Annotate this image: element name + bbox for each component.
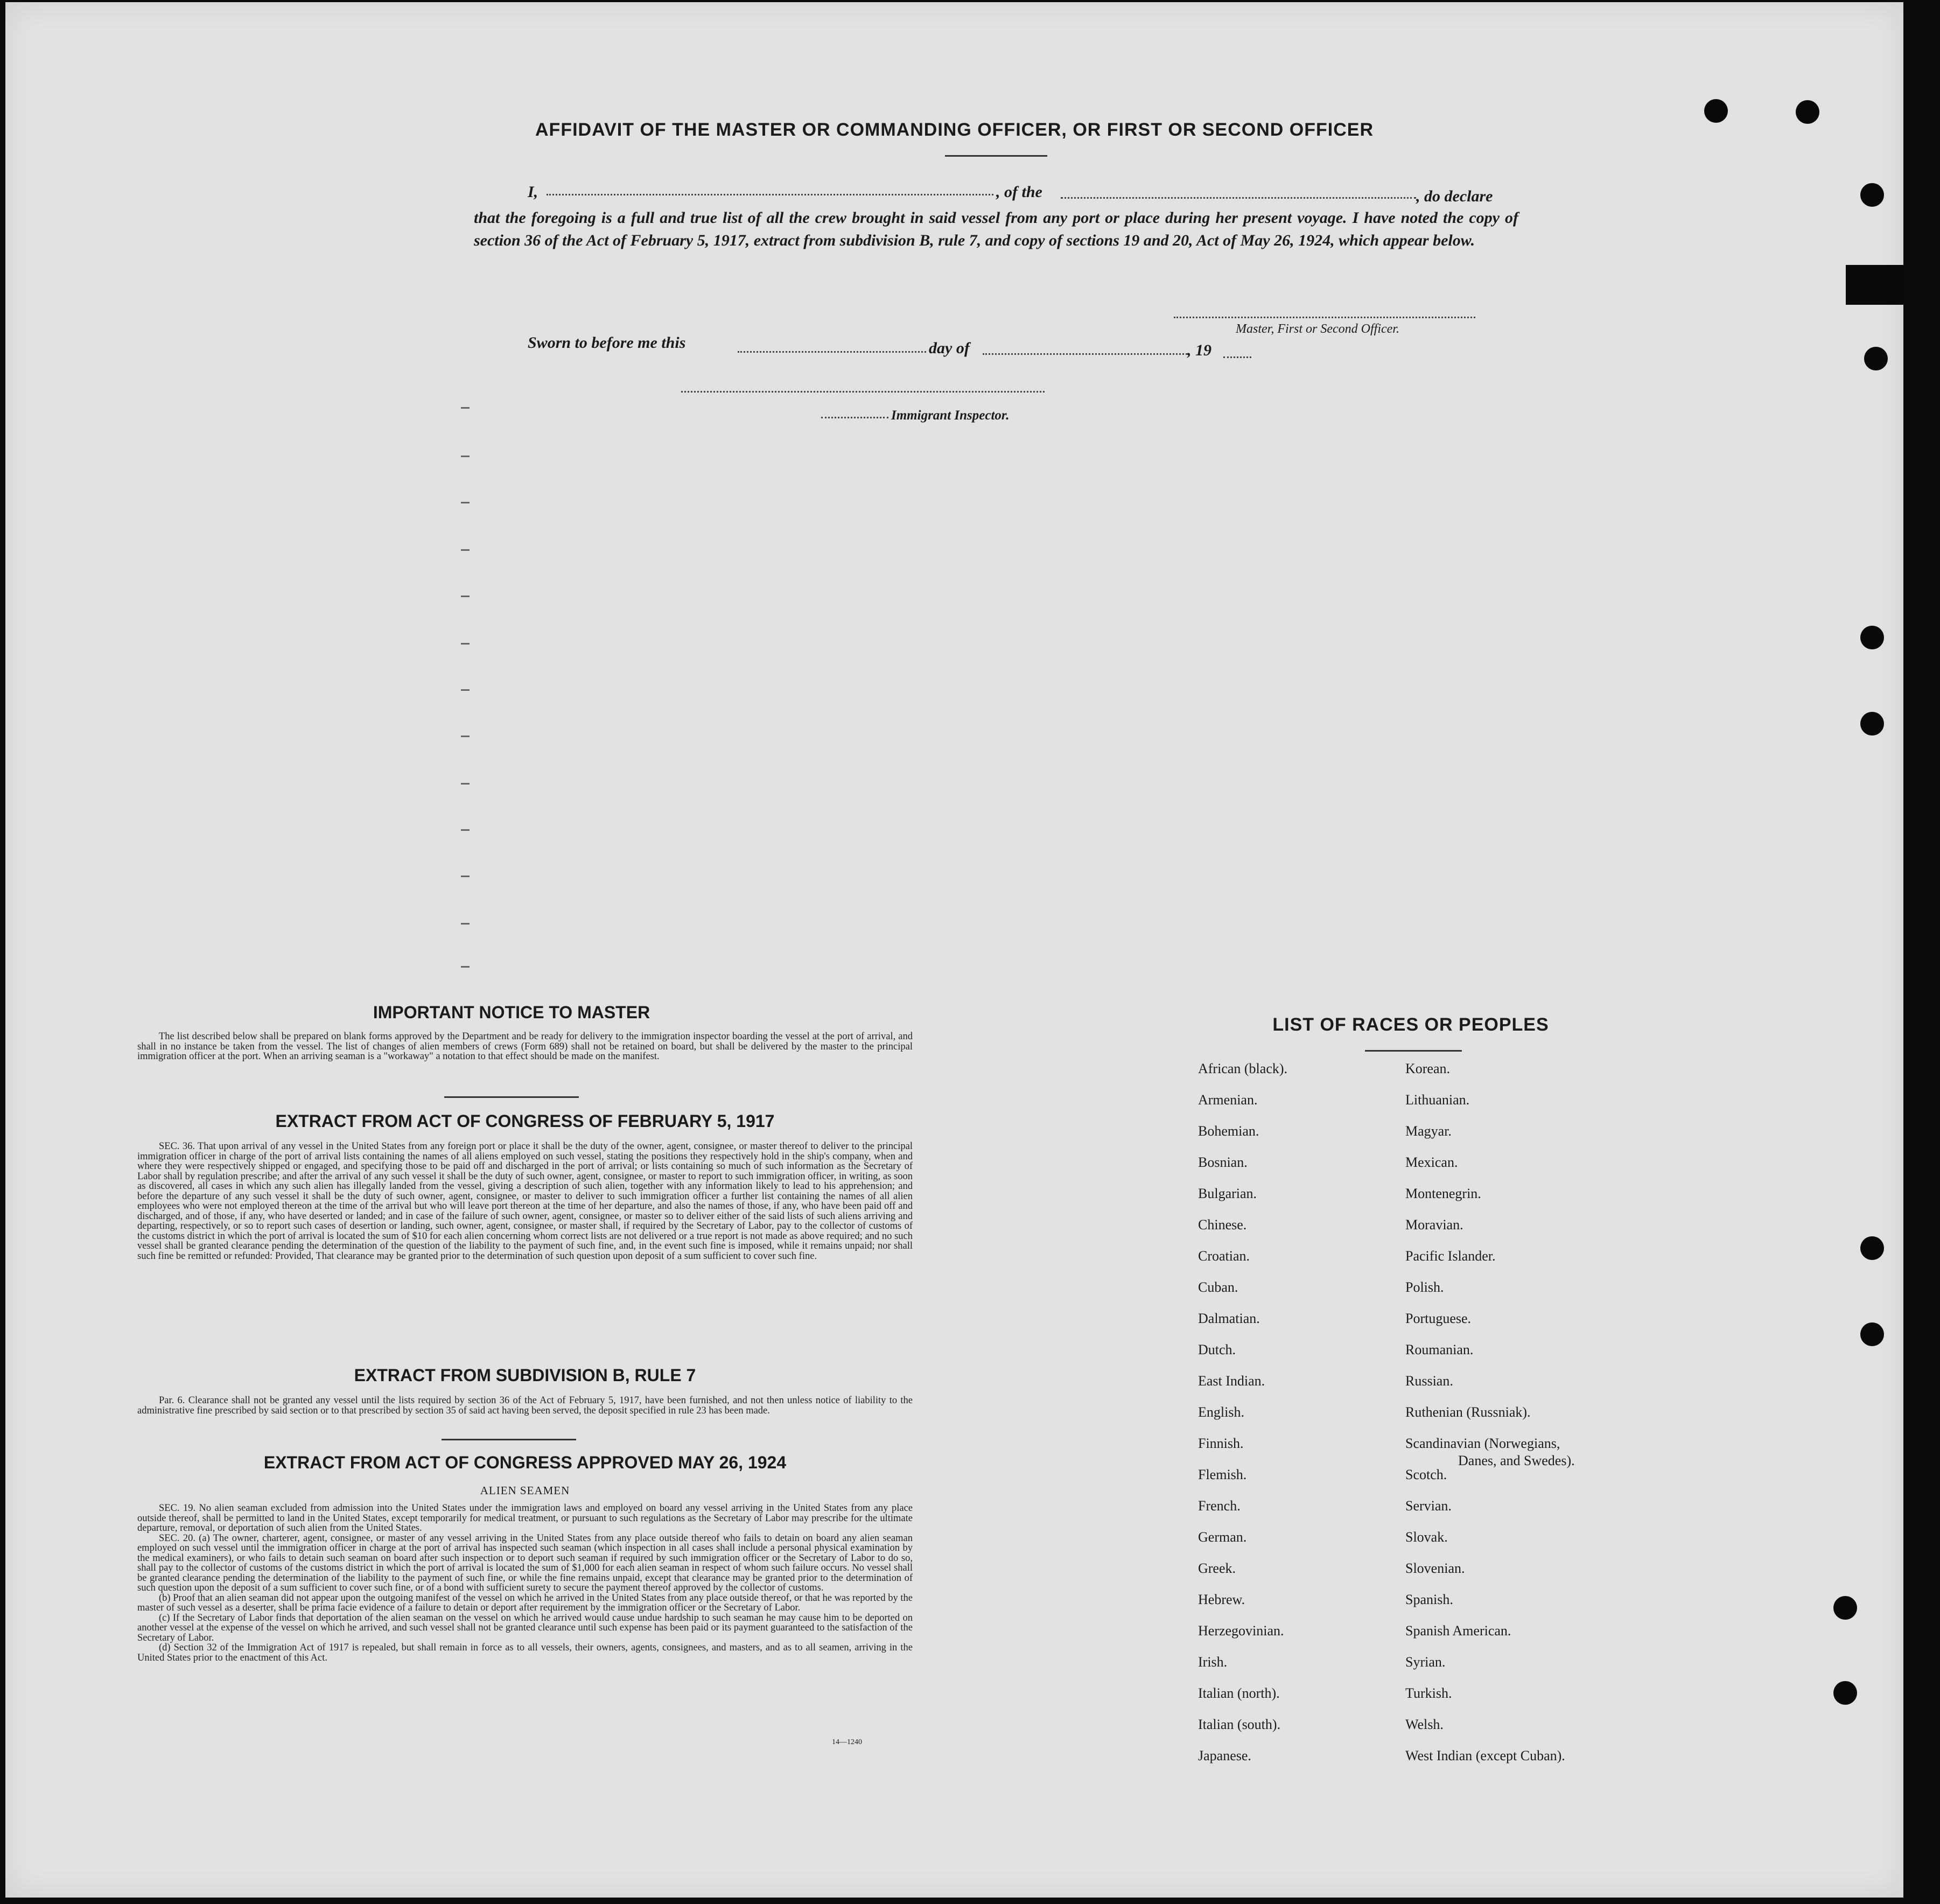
race-item: Irish. xyxy=(1198,1654,1228,1670)
race-item: German. xyxy=(1198,1529,1247,1545)
race-item: Magyar. xyxy=(1405,1123,1452,1139)
punch-hole xyxy=(1860,626,1884,649)
divider xyxy=(444,1096,579,1098)
race-item: Pacific Islander. xyxy=(1405,1248,1496,1264)
inspector-signature-field[interactable] xyxy=(681,391,1045,393)
race-item: Greek. xyxy=(1198,1560,1236,1576)
race-item: Chinese. xyxy=(1198,1217,1247,1233)
race-item: English. xyxy=(1198,1404,1244,1420)
race-item: Roumanian. xyxy=(1405,1342,1474,1357)
title-divider xyxy=(945,155,1047,157)
race-item: Croatian. xyxy=(1198,1248,1250,1264)
race-item: Flemish. xyxy=(1198,1467,1247,1482)
page-tab xyxy=(1846,265,1903,305)
form-page xyxy=(5,2,1903,1898)
sworn-year-field[interactable] xyxy=(1223,356,1251,358)
race-item: Korean. xyxy=(1405,1061,1451,1076)
race-item: Portuguese. xyxy=(1405,1311,1472,1326)
race-item: Mexican. xyxy=(1405,1154,1458,1170)
race-item: Herzegovinian. xyxy=(1198,1623,1284,1639)
race-item: Spanish American. xyxy=(1405,1623,1511,1639)
affidavit-statement: that the foregoing is a full and true list of all the crew brought in said vessel from any port or place during her present voyage. I have noted the copy of section 36 of the Act of February 5, 1917, extract from subdivision B, rule 7, and copy of sections 19 and 20, Act of May 26, 1924, which appear below. xyxy=(474,209,1518,249)
vessel-name-field[interactable] xyxy=(1061,197,1416,199)
race-item: Bosnian. xyxy=(1198,1154,1248,1170)
race-item: Polish. xyxy=(1405,1279,1444,1295)
race-item: Italian (north). xyxy=(1198,1685,1280,1701)
inspector-prefix-field[interactable] xyxy=(821,417,888,418)
punch-hole xyxy=(1860,1236,1884,1260)
divider xyxy=(1365,1050,1462,1052)
race-item: Japanese. xyxy=(1198,1748,1251,1763)
sworn-day-field[interactable] xyxy=(738,351,926,353)
of-the-label: , of the xyxy=(996,183,1042,201)
race-item: Lithuanian. xyxy=(1405,1092,1470,1108)
race-item: Cuban. xyxy=(1198,1279,1238,1295)
master-signature-label: Master, First or Second Officer. xyxy=(1236,322,1399,336)
punch-hole xyxy=(1860,712,1884,736)
punch-hole xyxy=(1864,347,1888,370)
extract-1924-text: SEC. 19. No alien seaman excluded from admission into the United States under the immigration laws and employed on board any vessel arriving in the United States from any place outside thereof, shall be permitted to land in the United States, except temporarily for medical treatment, or pursuant to such regulations as the Secretary of Labor may prescribe for the ultimate departure, removal, or deportation of such alien from the United States. SEC. 20. (a) The owner, charterer, agent, consignee, or master of any vessel arriving in the United States from any place outside thereof who fails to detain on board any alien seaman employed on such vessel until the immigration officer in charge at the port of arrival has inspected such seaman (which inspection in all cases shall include a personal physical examination by the medical examiners), or who fails to detain such seaman on board after such inspection or to deport such seaman if required by such immigration officer or the Secretary of Labor to do so, shall pay to the collector of customs of the customs district in which the port of arrival is located the sum of $1,000 for each alien seaman in respect of whom such failure occurs. No vessel shall be granted clearance pending the determination of the liability to the payment of such fine, or while the fine remains unpaid, except that clearance may be granted prior to the determination of such question upon the deposit of a sum sufficient to cover such fine, or of a bond with sufficient surety to secure the payment thereof approved by the collector of customs. (b) Proof that an alien seaman did not appear upon the outgoing manifest of the vessel on which he arrived in the United States from any place outside thereof, or that he was reported by the master of such vessel as a deserter, shall be prima facie evidence of a failure to detain or deport after requirement by the immigration officer or the Secretary of Labor. (c) If the Secretary of Labor finds that deportation of the alien seaman on the vessel on which he arrived would cause undue hardship to such seaman he may cause him to be deported on another vessel at the expense of the vessel on which he arrived, and such vessel shall not be granted clearance until such expense has been paid or its payment guaranteed to the satisfaction of the Secretary of Labor. (d) Section 32 of the Immigration Act of 1917 is repealed, but shall remain in force as to all vessels, their owners, agents, consignees, and masters, and as to all seamen, arriving in the United States prior to the enactment of this Act. xyxy=(137,1503,913,1663)
year-label: , 19 xyxy=(1187,341,1211,359)
races-title: LIST OF RACES OR PEOPLES xyxy=(1272,1014,1549,1035)
inspector-signature-label: Immigrant Inspector. xyxy=(891,408,1010,423)
race-item: Scotch. xyxy=(1405,1467,1447,1482)
race-item: Moravian. xyxy=(1405,1217,1463,1233)
sworn-month-field[interactable] xyxy=(983,353,1187,355)
punch-hole xyxy=(1833,1681,1857,1705)
notice-text: The list described below shall be prepared on blank forms approved by the Department and be ready for delivery to the immigration inspector boarding the vessel at the port of arrival, and shall in no instance be taken from the vessel. The list of changes of alien members of crews (Form 689) shall not be retained on board, but shall be delivered by the master to the principal immigration officer at the port. When an arriving seaman is a "workaway" a notation to that effect should be made on the manifest. xyxy=(137,1031,913,1062)
extract-1917-text: SEC. 36. That upon arrival of any vessel in the United States from any foreign port or place it shall be the duty of the owner, agent, consignee, or master thereof to deliver to the principal immigration officer in charge of the port of arrival lists containing the names of all aliens employed on such vessel, stating the positions they respectively hold in the ship's company, when and where they were respectively shipped or engaged, and specifying those to be paid off and discharged in the port of arrival; or lists containing so much of such information as the Secretary of Labor shall by regulation prescribe; and after the arrival of any such vessel it shall be the duty of such owner, agent, consignee, or master to report to such immigration officer, in writing, as soon as discovered, all cases in which any such alien has illegally landed from the vessel, giving a description of such alien, together with any information likely to lead to his apprehension; and before the departure of any such vessel it shall be the duty of such owner, agent, consignee, or master to deliver to such immigration officer a further list containing the names of all alien employees who were not employed thereon at the time of the arrival but who will leave port thereon at the time of her departure, and also the names of those, if any, who have been paid off and discharged, and of those, if any, who have deserted or landed; and in case of the failure of such owner, agent, consignee, or master so to deliver either of the said lists of such aliens arriving and departing, respectively, or so to report such cases of desertion or landing, such owner, agent, consignee, or master shall, if required by the Secretary of Labor, pay to the collector of customs of the customs district in which the port of arrival is located the sum of $10 for each alien concerning whom correct lists are not delivered or a true report is not made as above required; and no such vessel shall be granted clearance pending the determination of the question of the liability to the payment of such fine, and, in the event such fine is imposed, while it remains unpaid; nor shall such fine be remitted or refunded: Provided, That clearance may be granted prior to the determination of such question upon deposit of a sum sufficient to cover such fine. xyxy=(137,1141,913,1262)
race-item: Armenian. xyxy=(1198,1092,1258,1108)
race-item: Slovenian. xyxy=(1405,1560,1465,1576)
punch-hole xyxy=(1833,1596,1857,1620)
race-item: Turkish. xyxy=(1405,1685,1452,1701)
alien-seamen-subtitle: ALIEN SEAMEN xyxy=(480,1484,570,1497)
affidavit-title: AFFIDAVIT OF THE MASTER OR COMMANDING OFFICER, OR FIRST OR SECOND OFFICER xyxy=(535,120,1374,140)
race-item: Spanish. xyxy=(1405,1592,1453,1607)
affiant-label: I, xyxy=(528,183,538,201)
race-item: Welsh. xyxy=(1405,1717,1444,1732)
extract-rule7-title: EXTRACT FROM SUBDIVISION B, RULE 7 xyxy=(354,1366,696,1385)
extract-rule7-text: Par. 6. Clearance shall not be granted any vessel until the lists required by section 36 of the Act of February 5, 1917, have been furnished, and not then unless notice of liability to the administrative fine prescribed by said section or to that prescribed by section 35 of said act having been served, the deposit specified in rule 23 has been made. xyxy=(137,1395,913,1416)
race-item: Slovak. xyxy=(1405,1529,1448,1545)
punch-hole xyxy=(1796,100,1819,124)
race-item: Servian. xyxy=(1405,1498,1452,1514)
race-item: Russian. xyxy=(1405,1373,1453,1389)
race-item: Finnish. xyxy=(1198,1436,1244,1451)
notice-title: IMPORTANT NOTICE TO MASTER xyxy=(373,1003,650,1022)
race-item: Bulgarian. xyxy=(1198,1186,1257,1201)
race-item: Ruthenian (Russniak). xyxy=(1405,1404,1531,1420)
race-item: Scandinavian (Norwegians, xyxy=(1405,1436,1560,1451)
extract-1924-title: EXTRACT FROM ACT OF CONGRESS APPROVED MAY 26, 1924 xyxy=(263,1453,787,1472)
punch-hole xyxy=(1860,1322,1884,1346)
race-item: East Indian. xyxy=(1198,1373,1265,1389)
sworn-label: Sworn to before me this xyxy=(528,334,686,352)
affiant-name-field[interactable] xyxy=(547,194,993,195)
race-item: Dalmatian. xyxy=(1198,1311,1260,1326)
master-signature-field[interactable] xyxy=(1174,317,1475,318)
punch-hole xyxy=(1860,183,1884,207)
race-item: Syrian. xyxy=(1405,1654,1446,1670)
divider xyxy=(442,1439,576,1440)
extract-1917-title: EXTRACT FROM ACT OF CONGRESS OF FEBRUARY 5, 1917 xyxy=(275,1111,775,1131)
race-item: French. xyxy=(1198,1498,1241,1514)
race-item-continuation: Danes, and Swedes). xyxy=(1458,1453,1575,1468)
race-item: Hebrew. xyxy=(1198,1592,1245,1607)
race-item: West Indian (except Cuban). xyxy=(1405,1748,1565,1763)
race-item: Dutch. xyxy=(1198,1342,1236,1357)
form-number: 14—1240 xyxy=(832,1738,862,1746)
race-item: African (black). xyxy=(1198,1061,1288,1076)
race-item: Bohemian. xyxy=(1198,1123,1259,1139)
race-item: Montenegrin. xyxy=(1405,1186,1481,1201)
declare-label: , do declare xyxy=(1416,187,1493,205)
punch-hole xyxy=(1704,99,1728,123)
race-item: Italian (south). xyxy=(1198,1717,1281,1732)
day-of-label: day of xyxy=(929,339,970,357)
